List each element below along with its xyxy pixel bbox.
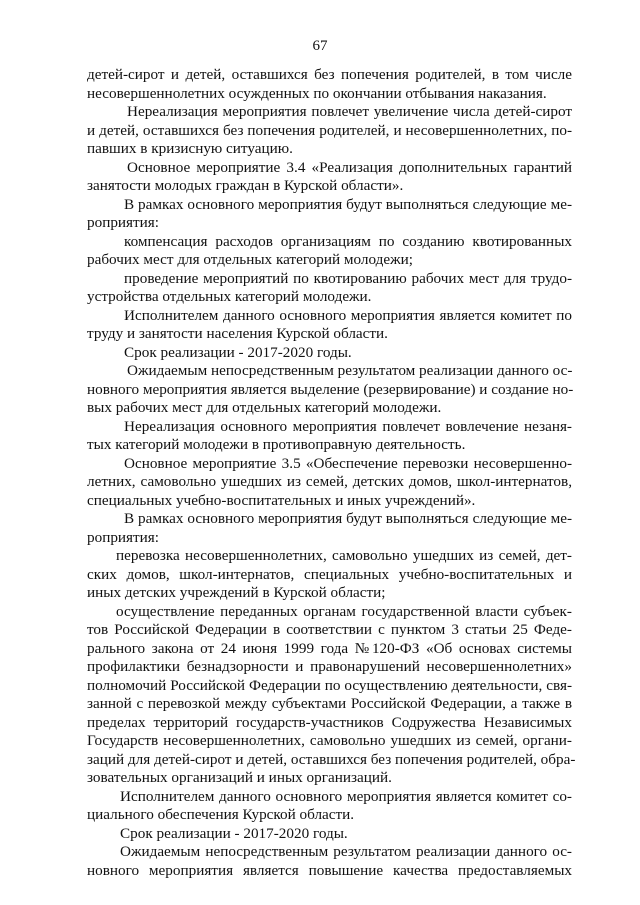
text-line: профилактики безнадзорности и правонарушений несовершеннолетних» — [87, 658, 572, 675]
text-line: и детей, оставшихся без попечения родителей, и несовершеннолетних, по- — [87, 121, 572, 139]
text-line: Ожидаемым непосредственным результатом реализации данного ос- — [120, 843, 572, 860]
text-line: устройства отдельных категорий молодежи. — [87, 288, 372, 305]
text-line: занятости молодых граждан в Курской области». — [87, 177, 404, 194]
text-line: иных детских учреждений в Курской области; — [87, 584, 386, 601]
text-line: детей-сирот и детей, оставшихся без попечения родителей, в том числе — [87, 66, 572, 83]
text-line: труду и занятости населения Курской области. — [87, 325, 388, 342]
text-line: В рамках основного мероприятия будут выполняться следующие ме- — [124, 510, 572, 527]
text-line: занной с перевозкой между субъектами Российской Федерации, а также в — [87, 695, 572, 712]
text-line: Нереализация мероприятия повлечет увеличение числа детей-сирот — [127, 103, 572, 120]
text-line: циального обеспечения Курской области. — [87, 806, 355, 823]
text-line: новного мероприятия является выделение (резервирование) и создание но- — [87, 380, 574, 398]
text-line: заций для детей-сирот и детей, оставшихся без попечения родителей, обра- — [87, 750, 576, 768]
text-line: роприятия: — [87, 528, 159, 546]
text-line: специальных учебно-воспитательных и иных учреждений». — [87, 491, 476, 509]
text-line: Исполнителем данного основного мероприятия является комитет со- — [120, 787, 572, 805]
text-line: летних, самовольно ушедших из семей, детских домов, школ-интернатов, — [87, 473, 572, 490]
text-line: Ожидаемым непосредственным результатом реализации данного ос- — [127, 362, 573, 379]
text-line: вых рабочих мест для отдельных категорий молодежи. — [87, 399, 442, 416]
text-line: ских домов, школ-интернатов, специальных учебно-воспитательных и — [87, 565, 572, 583]
text-line: павших в кризисную ситуацию. — [87, 140, 293, 157]
text-line: Основное мероприятие 3.4 «Реализация дополнительных гарантий — [127, 158, 572, 176]
text-line: рального закона от 24 июня 1999 года №120-ФЗ «Об основах системы — [87, 639, 572, 657]
text-line: несовершеннолетних осужденных по окончании отбывания наказания. — [87, 84, 547, 102]
text-line: В рамках основного мероприятия будут выполняться следующие ме- — [124, 195, 572, 213]
body-text — [87, 66, 576, 880]
text-line: Нереализация основного мероприятия повлечет вовлечение незаня- — [124, 417, 572, 435]
text-line: Срок реализации - 2017-2020 годы. — [124, 343, 352, 361]
text-line: тых категорий молодежи в противоправную деятельность. — [87, 436, 466, 453]
text-line: осуществление переданных органам государственной власти субъек- — [116, 602, 572, 620]
text-line: Исполнителем данного основного мероприятия является комитет по — [124, 306, 572, 324]
text-line: зовательных организаций и иных организаций. — [87, 769, 392, 786]
text-line: Основное мероприятие 3.5 «Обеспечение перевозки несовершенно- — [124, 454, 572, 472]
text-line: пределах территорий государств-участников Содружества Независимых — [87, 713, 572, 731]
text-line: перевозка несовершеннолетних, самовольно ушедших из семей, дет- — [116, 547, 572, 564]
text-line: тов Российской Федерации в соответствии с пунктом 3 статьи 25 Феде- — [87, 621, 572, 638]
text-line: Срок реализации - 2017-2020 годы. — [120, 824, 348, 842]
text-line: рабочих мест для отдельных категорий молодежи; — [87, 251, 413, 268]
text-line: новного мероприятия является повышение качества предоставляемых — [87, 861, 572, 879]
text-line: компенсация расходов организациям по созданию квотированных — [124, 232, 572, 250]
text-line: проведение мероприятий по квотированию рабочих мест для трудо- — [124, 269, 572, 287]
text-line: роприятия: — [87, 214, 159, 231]
page-number: 67 — [312, 38, 328, 54]
text-line: Государств несовершеннолетних, самовольно ушедших из семей, органи- — [87, 732, 572, 749]
text-line: полномочий Российской Федерации по осуществлению деятельности, свя- — [87, 676, 572, 694]
